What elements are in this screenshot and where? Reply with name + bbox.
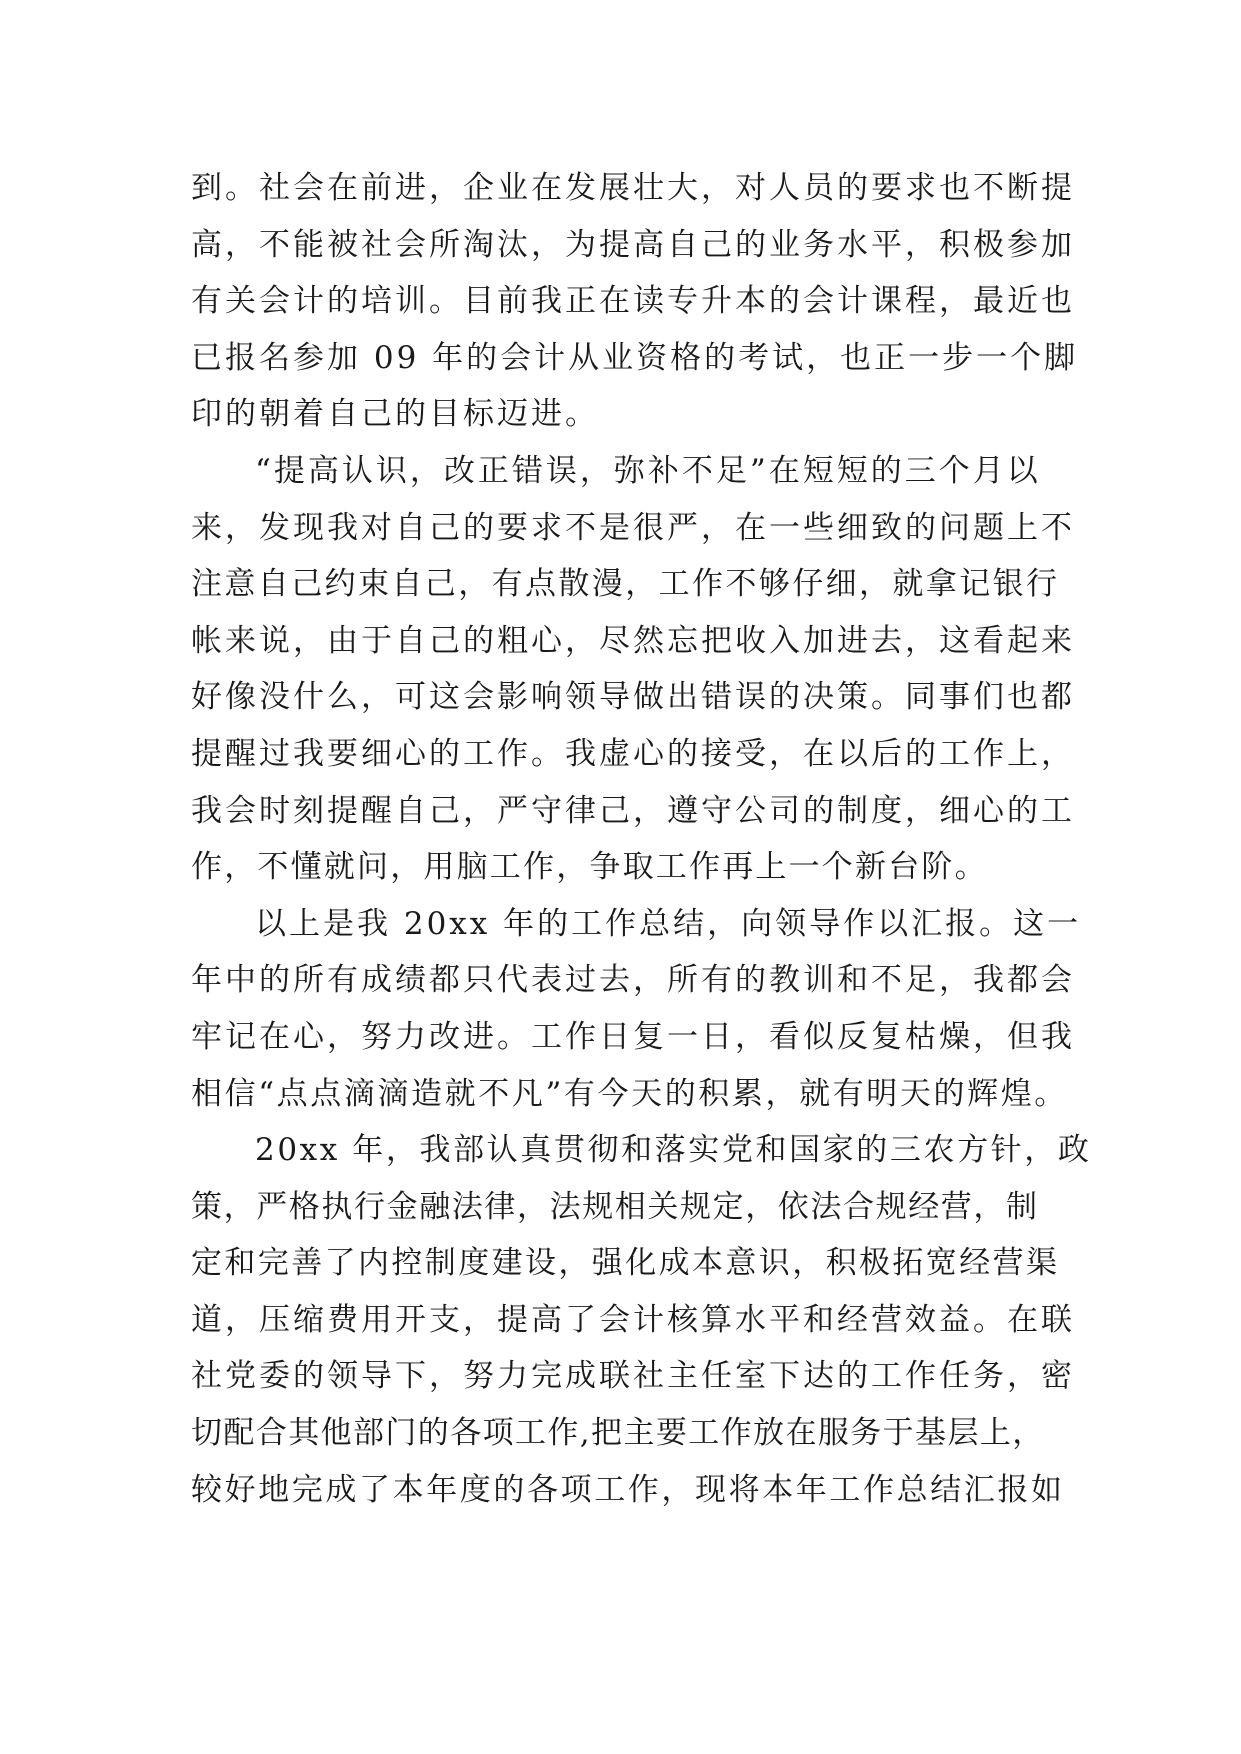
text-line: 帐来说，由于自己的粗心，尽然忘把收入加进去，这看起来 — [191, 622, 1075, 659]
paragraph-first-line: 以上是我 20xx 年的工作总结，向领导作以汇报。这一 — [255, 905, 1082, 942]
text-line: 有关会计的培训。目前我正在读专升本的会计课程，最近也 — [191, 283, 1075, 320]
text-line: 切配合其他部门的各项工作,把主要工作放在服务于基层上， — [191, 1415, 1045, 1452]
text-line: 我会时刻提醒自己，严守律己，遵守公司的制度，细心的工 — [191, 792, 1075, 829]
text-line: 好像没什么，可这会影响领导做出错误的决策。同事们也都 — [191, 679, 1075, 716]
text-line: 定和完善了内控制度建设，强化成本意识，积极拓宽经营渠 — [191, 1245, 1060, 1282]
text-line: 提醒过我要细心的工作。我虚心的接受，在以后的工作上， — [191, 735, 1075, 772]
paragraph-first-line: “提高认识，改正错误，弥补不足”在短短的三个月以 — [255, 452, 1041, 489]
text-line: 印的朝着自己的目标迈进。 — [191, 396, 599, 433]
text-line: 年中的所有成绩都只代表过去，所有的教训和不足，我都会 — [191, 962, 1075, 999]
paragraph-first-line: 20xx 年，我部认真贯彻和落实党和国家的三农方针，政 — [255, 1132, 1092, 1169]
text-line: 牢记在心，努力改进。工作日复一日，看似反复枯燥，但我 — [191, 1018, 1075, 1055]
text-line: 作，不懂就问，用脑工作，争取工作再上一个新台阶。 — [191, 849, 988, 886]
text-line: 注意自己约束自己，有点散漫，工作不够仔细，就拿记银行 — [191, 566, 1060, 603]
text-line: 来，发现我对自己的要求不是很严，在一些细致的问题上不 — [191, 509, 1075, 546]
body-text — [191, 160, 1092, 1518]
text-line: 高，不能被社会所淘汰，为提高自己的业务水平，积极参加 — [191, 226, 1075, 263]
text-line: 相信“点点滴滴造就不凡”有今天的积累，就有明天的辉煌。 — [191, 1075, 1068, 1112]
text-line: 道，压缩费用开支，提高了会计核算水平和经营效益。在联 — [191, 1301, 1075, 1338]
text-line: 较好地完成了本年度的各项工作，现将本年工作总结汇报如 — [191, 1471, 1065, 1508]
text-line: 社党委的领导下，努力完成联社主任室下达的工作任务，密 — [191, 1358, 1075, 1395]
text-line: 到。社会在前进，企业在发展壮大，对人员的要求也不断提 — [191, 170, 1075, 206]
text-line: 策，严格执行金融法律，法规相关规定，依法合规经营，制 — [191, 1188, 1039, 1225]
text-line: 已报名参加 09 年的会计从业资格的考试，也正一步一个脚 — [191, 339, 1079, 376]
